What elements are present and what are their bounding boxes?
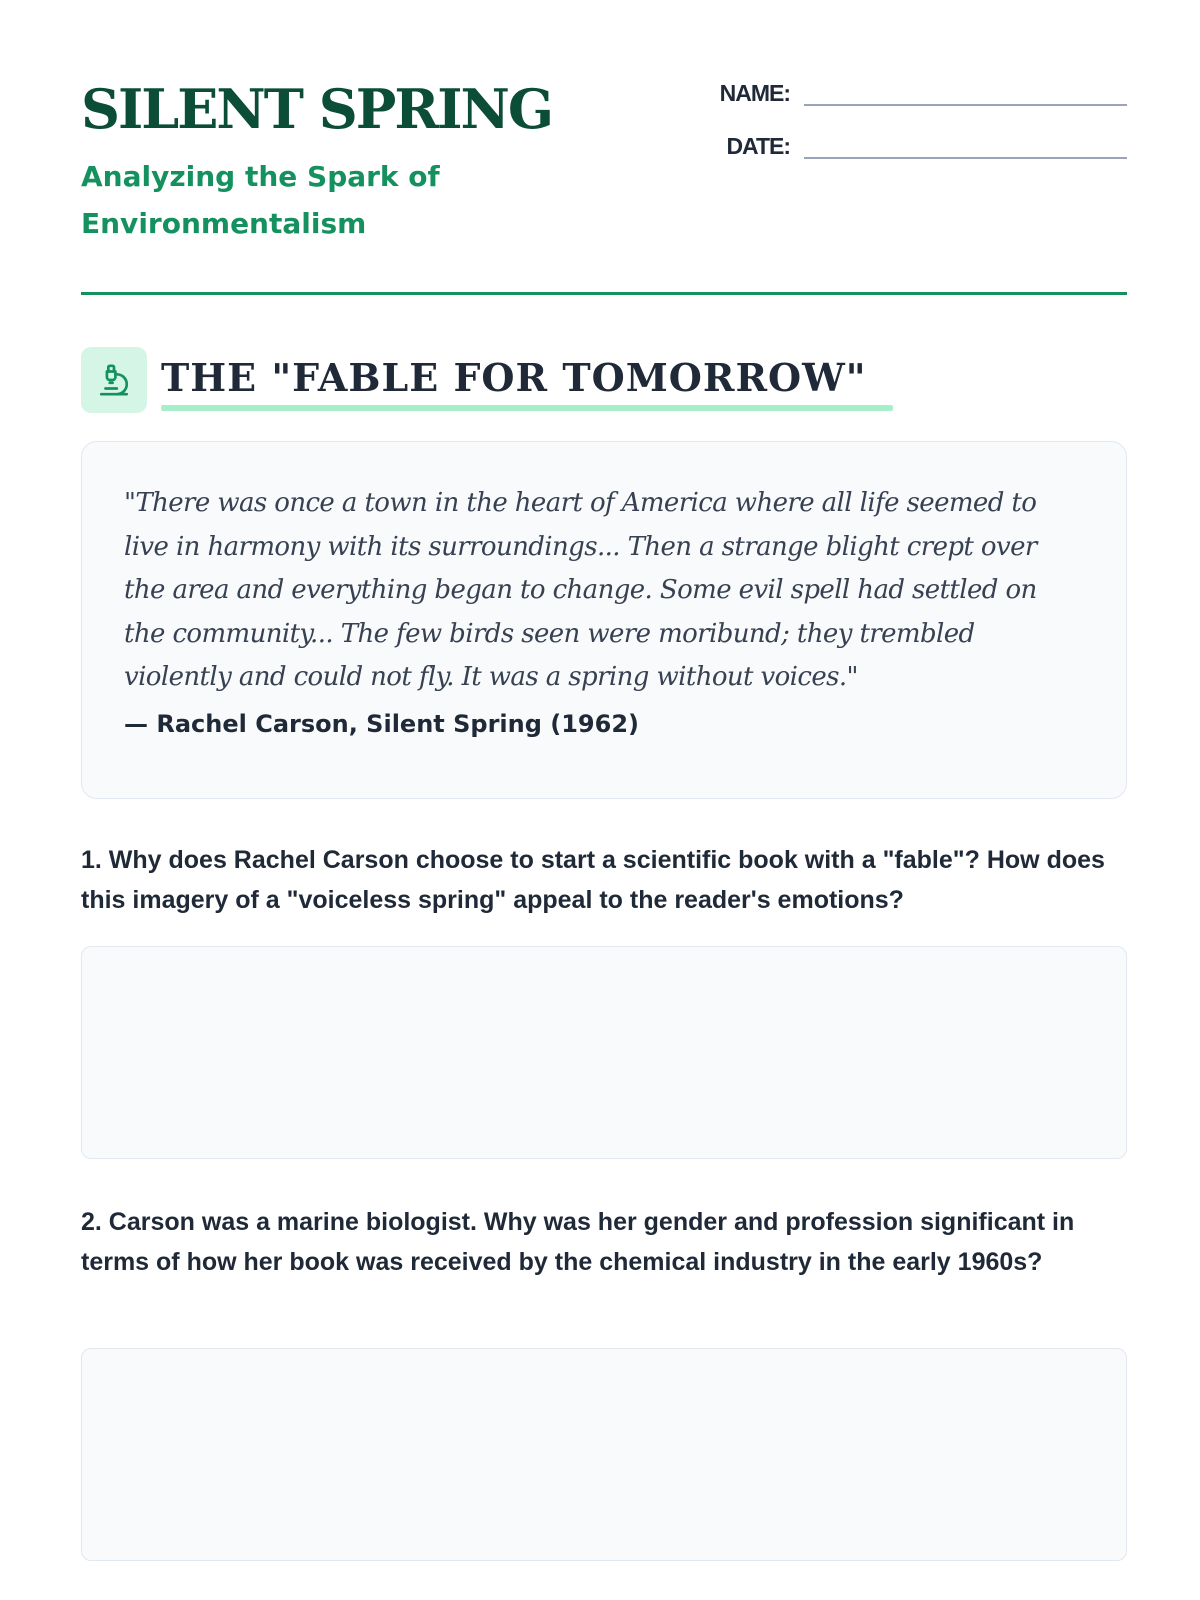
name-line[interactable] bbox=[804, 104, 1127, 106]
question-2: 2. Carson was a marine biologist. Why was her gender and profession significant in terms of how her book was received by the chemical industry in the early 1960s? bbox=[81, 1208, 1075, 1276]
date-label: DATE: bbox=[726, 133, 790, 159]
microscope-icon bbox=[81, 347, 147, 413]
worksheet-header bbox=[81, 0, 1127, 295]
worksheet-subtitle: Analyzing the Spark of Environmentalism bbox=[81, 160, 440, 240]
name-field bbox=[670, 80, 1127, 108]
date-line[interactable] bbox=[804, 157, 1127, 159]
answer-box-1[interactable] bbox=[81, 946, 1127, 1159]
name-label: NAME: bbox=[719, 80, 790, 106]
quote-box bbox=[81, 441, 1127, 799]
quote-text: "There was once a town in the heart of America where all life seemed to live in harmony with its surroundings... Then a strange blight crept over the area and everything began to change. Some evil spell had settled on the community... The few birds seen were moribund; they trembled violently and could not fly. It was a spring without voices." bbox=[124, 488, 1037, 692]
worksheet-page bbox=[81, 0, 1127, 1276]
worksheet-title: SILENT SPRING bbox=[81, 77, 552, 141]
question-1: 1. Why does Rachel Carson choose to start a scientific book with a "fable"? How does this imagery of a "voiceless spring" appeal to the reader's emotions? bbox=[81, 846, 1105, 914]
section-title: THE "FABLE FOR TOMORROW" bbox=[161, 359, 893, 401]
section-header bbox=[81, 346, 893, 414]
date-field bbox=[670, 133, 1127, 161]
answer-box-2[interactable] bbox=[81, 1348, 1127, 1561]
quote-attribution: — Rachel Carson, Silent Spring (1962) bbox=[124, 709, 639, 738]
